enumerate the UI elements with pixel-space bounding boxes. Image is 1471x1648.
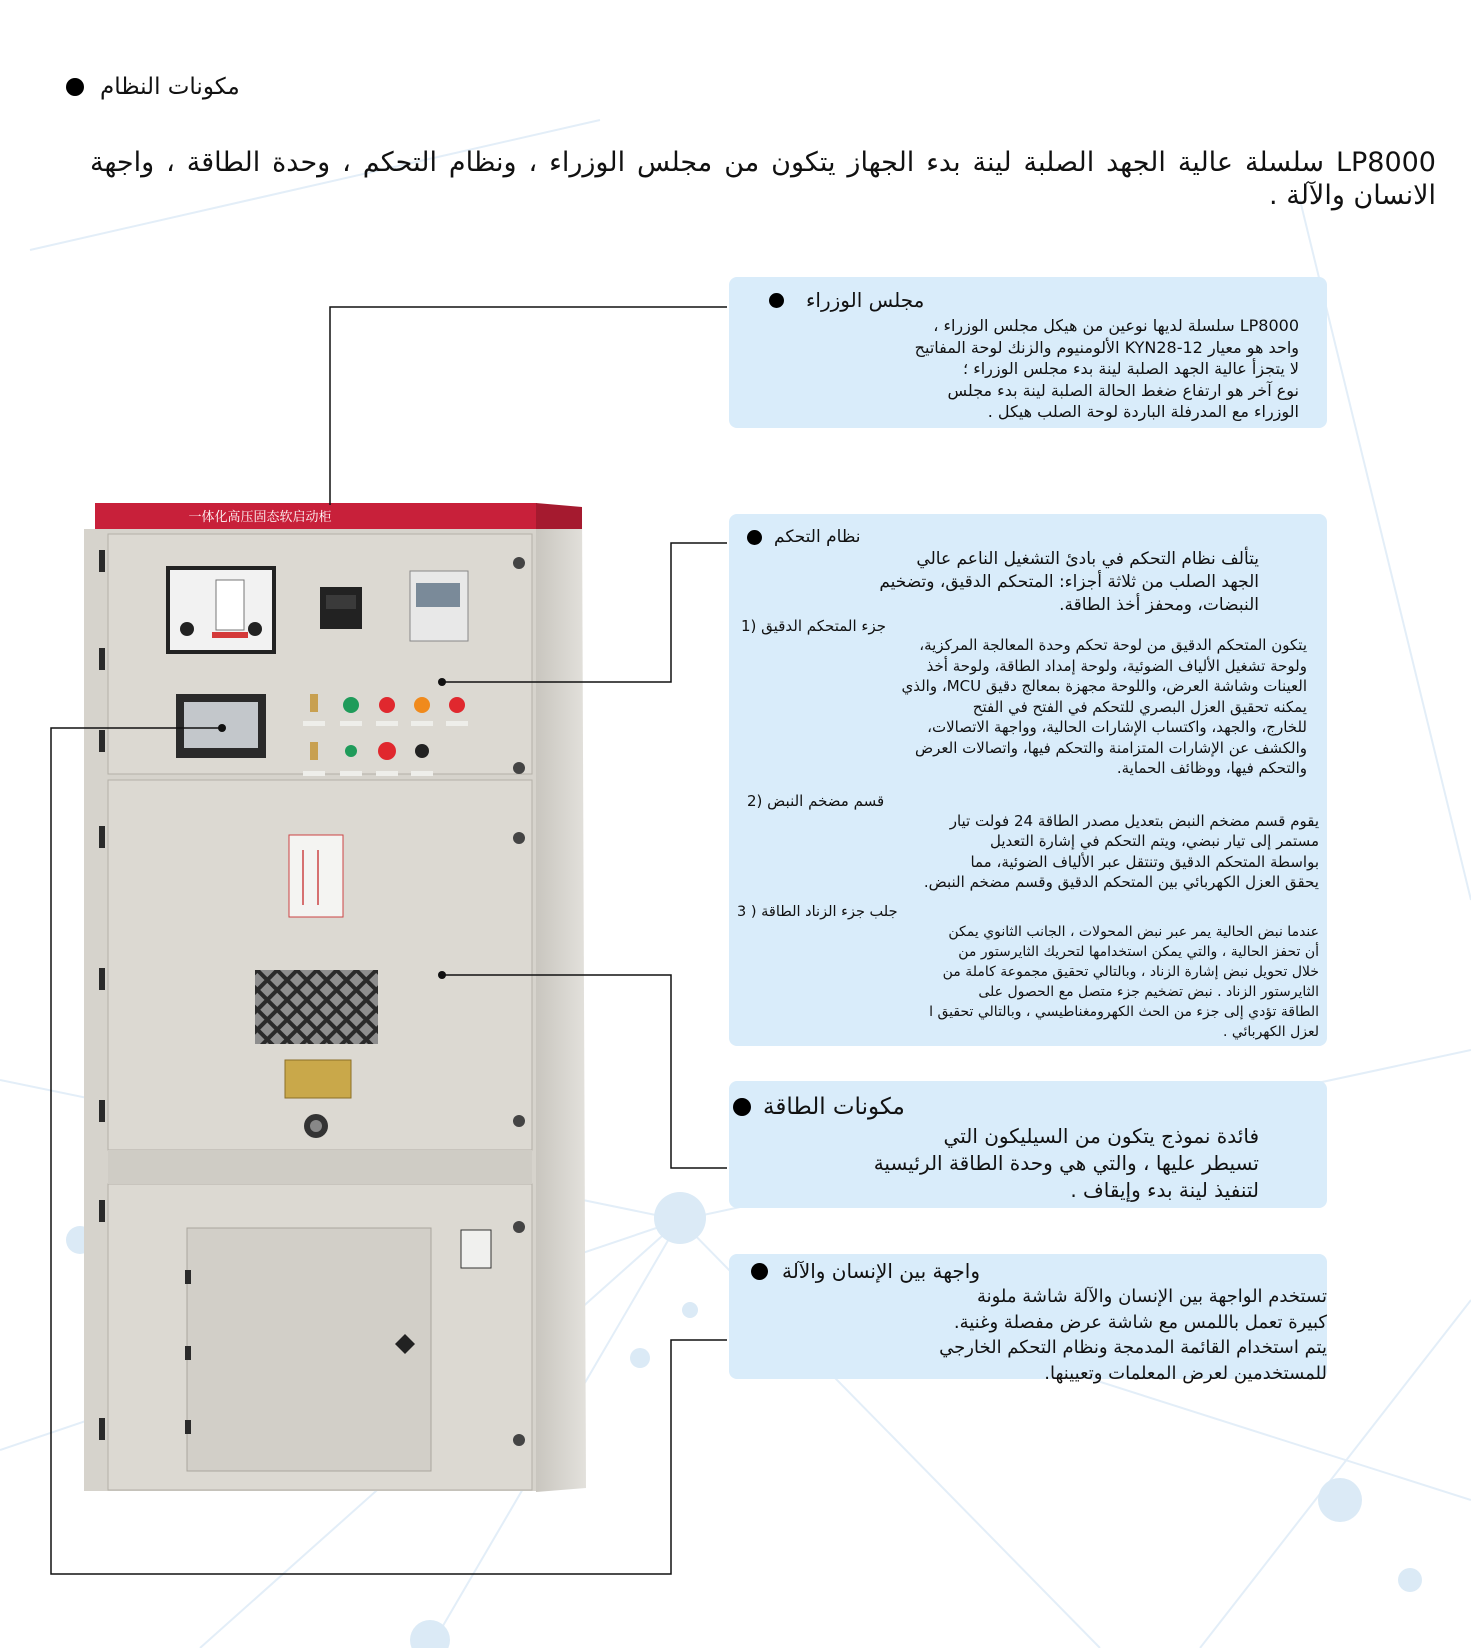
cabinet-board-title: مجلس الوزراء — [806, 288, 925, 312]
hmi-title: واجهة بين الإنسان والآلة — [782, 1259, 981, 1283]
bullet-icon — [733, 1098, 751, 1116]
control-system-title-row — [737, 526, 1319, 548]
hmi-title-row — [735, 1258, 1327, 1284]
heading-text: مكونات النظام — [100, 74, 240, 100]
control-system-intro: يتألف نظام التحكم في بادئ التشغيل الناعم عالي الجهد الصلب من ثلاثة أجزاء: المتحكم الدقيق، وتضخيم النبضات، ومحفز أخذ الطاقة. — [879, 549, 1259, 615]
hmi-text: تستخدم الواجهة بين الإنسان والآلة شاشة ملونة كبيرة تعمل باللمس مع شاشة عرض مفصلة وغنية. يتم استخدام القائمة المدمجة ونظام التحكم الخارجي للمستخدمين لعرض المعلمات وتعيينها. — [939, 1286, 1327, 1384]
microcontroller-title: 1) جزء المتحكم الدقيق — [741, 617, 887, 635]
power-trigger-text: عندما نبض الحالية يمر عبر نبض المحولات ، الجانب الثانوي يمكن أن تحفز الحالية ، والتي يمكن استخدامها لتحريك الثايرستور من خلال تحويل نبض إشارة الزناد ، وبالتالي تحقيق مجموعة كاملة من الثايرستور الزناد . نبض تضخيم جزء متصل مع الحصول على الطاقة تؤدي إلى جزء من الحث الكهرومغناطيسي ، وبالتالي تحقيق ا لعزل الكهربائي . — [929, 923, 1319, 1040]
hmi-callout — [729, 1254, 1327, 1384]
cabinet-board-callout — [729, 277, 1327, 428]
control-system-callout — [729, 514, 1327, 1046]
bullet-icon — [769, 293, 784, 308]
bullet-icon — [66, 78, 84, 96]
power-components-callout — [729, 1081, 1327, 1208]
cabinet-board-text: LP8000 سلسلة لديها نوعين من هيكل مجلس الوزراء ، واحد هو معيار KYN28-12 الألومنيوم والزنك لوحة المفاتيح لا يتجزأ عالية الجهد الصلبة لينة بدء مجلس الوزراء ؛ نوع آخر هو ارتفاع ضغط الحالة الصلبة لينة بدء مجلس الوزراء مع المدرفلة الباردة لوحة الصلب هيكل . — [914, 316, 1299, 421]
section-heading — [66, 74, 240, 100]
cabinet-top-label: 一体化高压固态软启动柜 — [188, 510, 332, 525]
microcontroller-text: يتكون المتحكم الدقيق من لوحة تحكم وحدة المعالجة المركزية، ولوحة تشغيل الألياف الضوئية، ولوحة إمداد الطاقة، ولوحة أخذ العينات وشاشة العرض، واللوحة مجهزة بمعالج دقيق MCU، والذي يمكنه تحقيق العزل البصري للتحكم في الفتح في الفتح للخارج، والجهد، واكتساب الإشارات الحالية، وواجهة الاتصالات، والكشف عن الإشارات المتزامنة والتحكم فيها، واتصالات العرض والتحكم فيها، ووظائف الحماية. — [901, 636, 1307, 777]
power-components-text: فائدة نموذج يتكون من السيليكون التي تسيطر عليها ، والتي هي وحدة الطاقة الرئيسية لتنفيذ لينة بدء وإيقاف . — [873, 1124, 1259, 1202]
control-system-title: نظام التحكم — [774, 527, 861, 547]
pulse-amplifier-text: يقوم قسم مضخم النبض بتعديل مصدر الطاقة 24 فولت تيار مستمر إلى تيار نبضي، ويتم التحكم في إشارة التعديل بواسطة المتحكم الدقيق وتنتقل عبر الألياف الضوئية، مما يحقق العزل الكهربائي بين المتحكم الدقيق وقسم مضخم النبض. — [923, 811, 1319, 891]
bullet-icon — [747, 530, 762, 545]
power-components-title: مكونات الطاقة — [763, 1094, 905, 1120]
power-trigger-title: 3 ) جلب جزء الزناد الطاقة — [737, 903, 898, 920]
intro-paragraph: LP8000 سلسلة عالية الجهد الصلبة لينة بدء الجهاز يتكون من مجلس الوزراء ، ونظام التحكم ، وحدة الطاقة ، واجهة الانسان والآلة . — [90, 147, 1436, 211]
cabinet-board-title-row — [745, 285, 1299, 315]
bullet-icon — [751, 1263, 768, 1280]
pulse-amplifier-title: 2) قسم مضخم النبض — [747, 791, 885, 810]
power-components-title-row — [729, 1091, 1327, 1123]
soft-starter-cabinet-image — [80, 500, 590, 1500]
